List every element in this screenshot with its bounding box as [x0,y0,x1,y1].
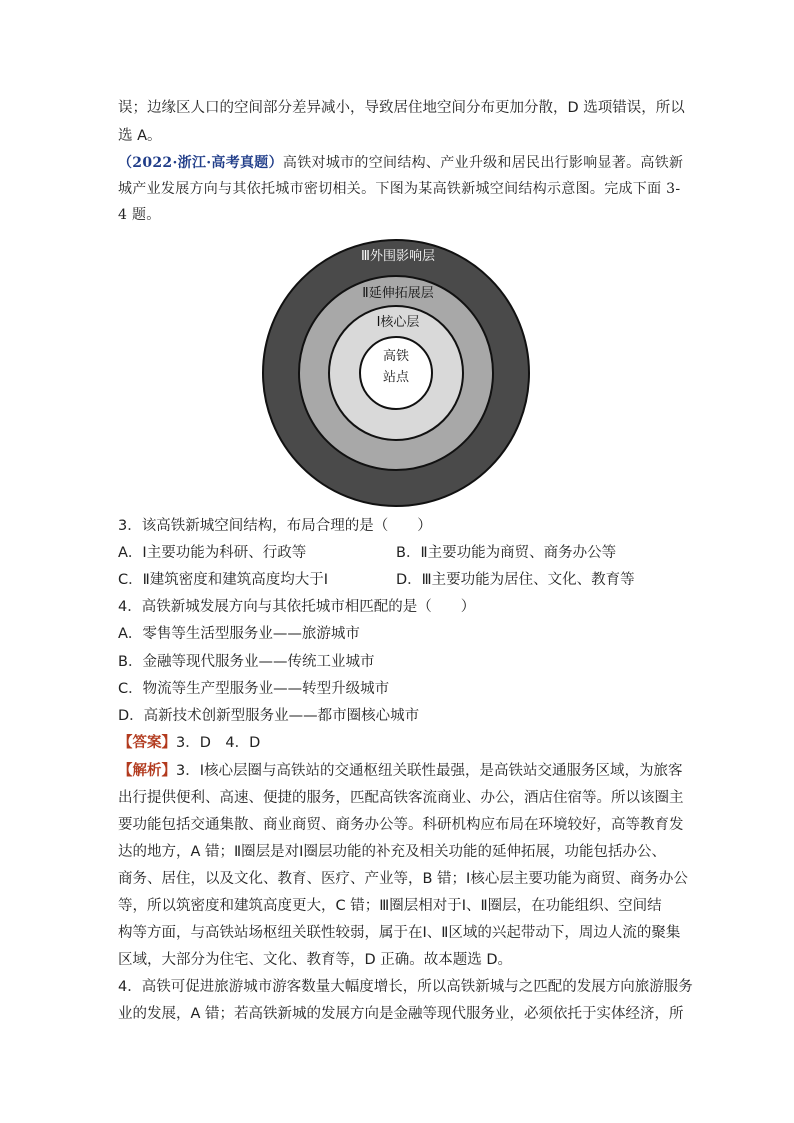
inner-ring-label: Ⅰ核心层 [376,315,420,330]
q4-option-a: A．零售等生活型服务业——旅游城市 [118,626,360,642]
analysis-line-2: 出行提供便利、高速、便捷的服务，匹配高铁客流商业、办公，酒店住宿等。所以该圈主 [118,790,684,806]
q4-option-b: B．金融等现代服务业——传统工业城市 [118,654,375,670]
analysis-line-4: 达的地方，A 错；Ⅱ圈层是对Ⅰ圈层功能的补充及相关功能的延伸拓展，功能包括办公、 [118,844,666,860]
q3-option-d: D．Ⅲ主要功能为居住、文化、教育等 [396,572,635,588]
question-intro-line-2: 城产业发展方向与其依托城市密切相关。下图为某高铁新城空间结构示意图。完成下面 3- [118,181,681,197]
center-label-1: 高铁 [382,349,410,364]
middle-ring-label: Ⅱ延伸拓展层 [362,286,434,301]
q4-stem: 4．高铁新城发展方向与其依托城市相匹配的是（ ） [118,599,476,615]
analysis-tag: 【解析】 [118,763,176,779]
q4-option-c: C．物流等生产型服务业——转型升级城市 [118,681,390,697]
intro-text-1: 高铁对城市的空间结构、产业升级和居民出行影响显著。高铁新 [282,155,684,171]
answer-text: 3．D 4．D [176,735,261,751]
q3-option-c: C．Ⅱ建筑密度和建筑高度均大于Ⅰ [118,572,329,588]
analysis-line-3: 要功能包括交通集散、商业商贸、商务办公等。科研机构应布局在环境较好，高等教育发 [118,817,684,833]
center-label-2: 站点 [382,370,410,385]
answer-tag: 【答案】 [118,735,176,751]
preamble-line-2: 选 A。 [118,128,162,144]
question-intro-line-3: 4 题。 [118,207,161,223]
exam-source: （2022·浙江·高考真题） [118,155,283,171]
analysis-line-7: 构等方面，与高铁站场枢纽关联性较弱，属于在Ⅰ、Ⅱ区域的兴起带动下，周边人流的聚集 [118,925,681,941]
analysis-line-5: 商务、居住，以及文化、教育、医疗、产业等，B 错；Ⅰ核心层主要功能为商贸、商务办公 [118,871,688,887]
analysis-line-6: 等，所以筑密度和建筑高度更大，C 错；Ⅲ圈层相对于Ⅰ、Ⅱ圈层，在功能组织、空间结 [118,898,662,914]
analysis-line-8: 区域，大部分为住宅、文化、教育等，D 正确。故本题选 D。 [118,952,513,968]
q3-stem: 3．该高铁新城空间结构，布局合理的是（ ） [118,518,432,534]
outer-ring-label: Ⅲ外围影响层 [361,249,435,264]
answer-line [118,731,260,752]
q3-option-a: A．Ⅰ主要功能为科研、行政等 [118,545,307,561]
preamble-line-1: 误；边缘区人口的空间部分差异减小，导致居住地空间分布更加分散，D 选项错误，所以 [118,100,685,116]
q3-option-b: B．Ⅱ主要功能为商贸、商务办公等 [396,545,617,561]
analysis-line-10: 业的发展，A 错；若高铁新城的发展方向是金融等现代服务业，必须依托于实体经济，所 [118,1006,684,1022]
analysis-line-9: 4．高铁可促进旅游城市游客数量大幅度增长，所以高铁新城与之匹配的发展方向旅游服务 [118,979,693,995]
analysis-line-1 [118,759,683,780]
q4-option-d: D．高新技术创新型服务业——都市圈核心城市 [118,708,420,724]
analysis-text-1: 3．Ⅰ核心层圈与高铁站的交通枢纽关联性最强，是高铁站交通服务区域，为旅客 [176,763,683,779]
